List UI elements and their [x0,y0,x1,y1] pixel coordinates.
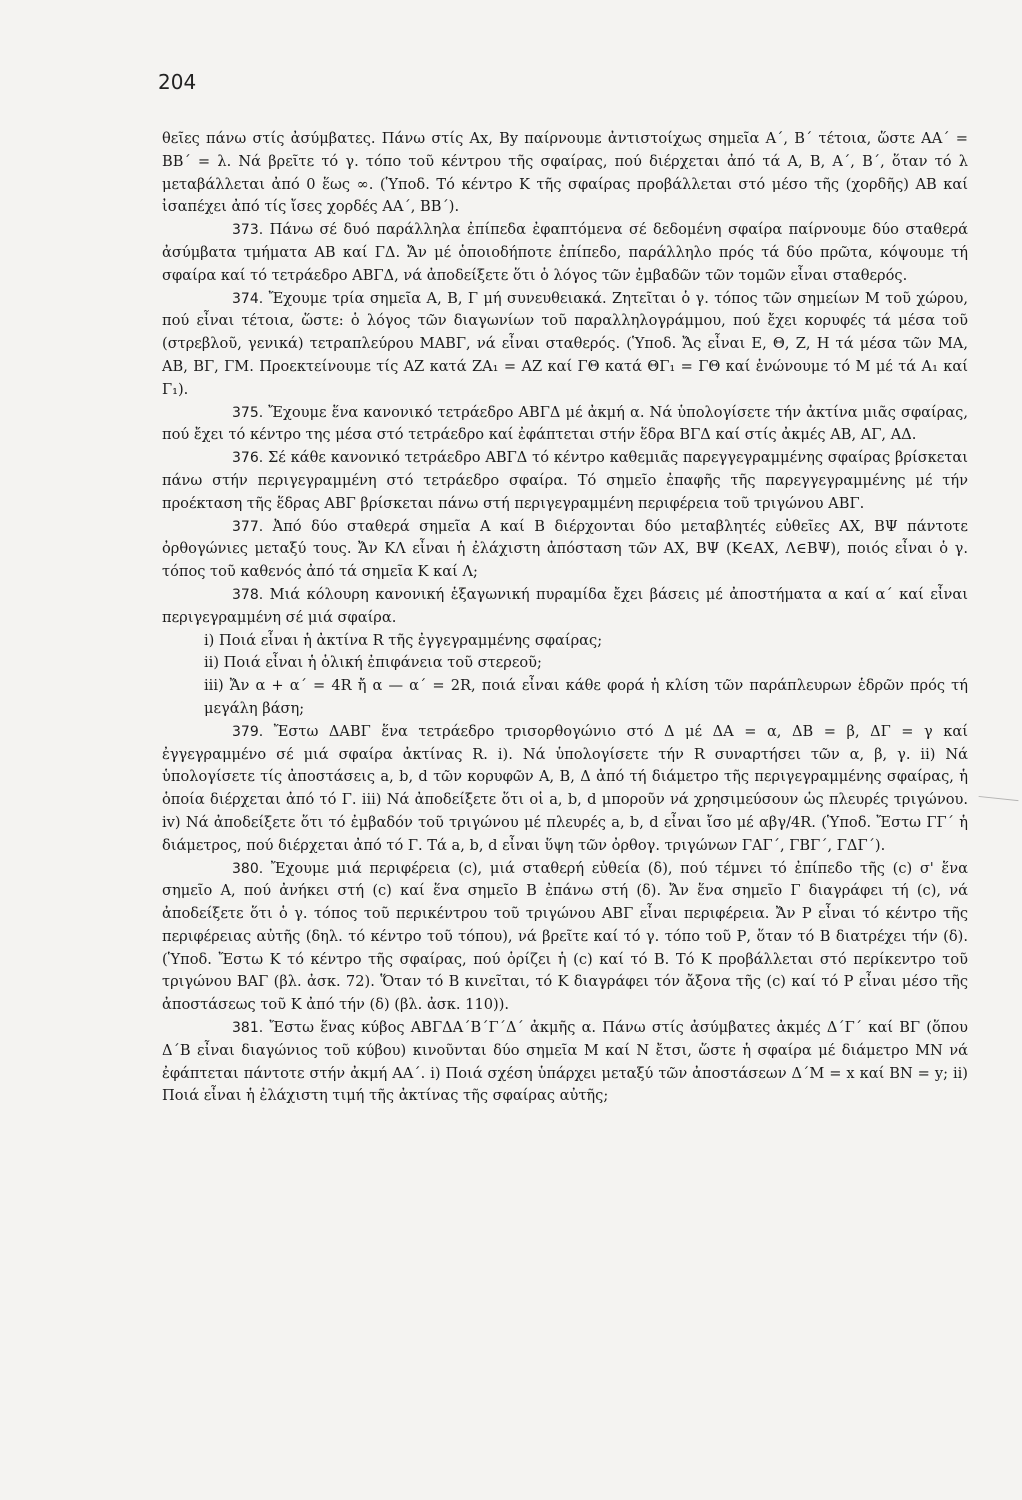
sub-question-text: ii) Ποιά εἶναι ἡ ὁλική ἐπιφάνεια τοῦ στερεοῦ; [204,654,542,672]
exercise-text: Πάνω σέ δυό παράλληλα ἐπίπεδα ἐφαπτόμενα σέ δεδομένη σφαίρα παίρνουμε δύο σταθερά ἀσύμβατα τμήματα ΑΒ καί ΓΔ. Ἄν μέ ὁποιοδήποτε ἐπίπεδο, παράλληλο πρός τά δύο πρῶτα, κόψουμε τή σφαίρα καί τό τετράεδρο ΑΒΓΔ, νά ἀποδείξετε ὅτι ὁ λόγος τῶν ἐμβαδῶν τῶν τομῶν εἶναι σταθερός. [162,221,969,284]
exercise-number: 380. [232,860,264,877]
exercise-380 [162,858,968,1018]
exercise-373 [162,219,968,287]
exercise-text: Ἔστω ΔΑΒΓ ἕνα τετράεδρο τρισορθογώνιο στό Δ μέ ΔΑ = α, ΔΒ = β, ΔΓ = γ καί ἐγγεγραμμένο σέ μιά σφαίρα ἀκτίνας R. i). Νά ὑπολογίσετε τήν R συναρτήσει τῶν α, β, γ. ii) Νά ὑπολογίσετε τίς ἀποστάσεις a, b, d τῶν κορυφῶν Α, Β, Δ ἀπό τή διάμετρο τῆς περιγεγραμμένης σφαίρας, ἡ ὁποία διέρχεται ἀπό τό Γ. iii) Νά ἀποδείξετε ὅτι οἱ a, b, d μποροῦν νά χρησιμεύσουν ὡς πλευρές τριγώνου. iv) Νά ἀποδείξετε ὅτι τό ἐμβαδόν τοῦ τριγώνου μέ πλευρές a, b, d εἶναι ἴσο μέ αβγ/4R. (Ὑποδ. Ἔστω ΓΓ΄ ἡ διάμετρος, πού διέρχεται ἀπό τό Γ. Τά a, b, d εἶναι ὕψη τῶν ὀρθογ. τριγώνων ΓΑΓ΄, ΓΒΓ΄, ΓΔΓ΄). [162,722,969,854]
exercise-text: Μιά κόλουρη κανονική ἑξαγωνική πυραμίδα ἔχει βάσεις μέ ἀποστήματα α καί α΄ καί εἶναι περιγεγραμμένη σέ μιά σφαίρα. [162,585,969,626]
paragraph-text: θεῖες πάνω στίς ἀσύμβατες. Πάνω στίς Ax, By παίρνουμε ἀντιστοίχως σημεῖα Α΄, Β΄ τέτοια, ὥστε ΑΑ΄ = ΒΒ΄ = λ. Νά βρεῖτε τό γ. τόπο τοῦ κέντρου τῆς σφαίρας, πού διέρχεται ἀπό τά Α, Β, Α΄, Β΄, ὅταν τό λ μεταβάλλεται ἀπό 0 ἕως ∞. (Ὑποδ. Τό κέντρο Κ τῆς σφαίρας προβάλλεται στό μέσο τῆς (χορδῆς) ΑΒ καί ἰσαπέχει ἀπό τίς ἴσες χορδές ΑΑ΄, ΒΒ΄). [162,130,968,216]
exercise-375 [162,402,968,448]
exercise-378-part-i [162,630,968,653]
exercise-376 [162,447,968,515]
exercise-text: Ἀπό δύο σταθερά σημεῖα Α καί Β διέρχονται δύο μεταβλητές εὐθεῖες ΑΧ, ΒΨ πάντοτε ὀρθογώνιες μεταξύ τους. Ἄν ΚΛ εἶναι ἡ ἐλάχιστη ἀπόσταση τῶν ΑΧ, ΒΨ (Κ∈ΑΧ, Λ∈ΒΨ), ποιός εἶναι ὁ γ. τόπος τοῦ καθενός ἀπό τά σημεῖα Κ καί Λ; [162,517,968,581]
exercise-377 [162,516,968,584]
exercise-378-part-iii [162,675,968,721]
exercise-378 [162,584,968,630]
exercise-text: Ἔστω ἕνας κύβος ΑΒΓΔΑ΄Β΄Γ΄Δ΄ ἀκμῆς α. Πάνω στίς ἀσύμβατες ἀκμές Δ΄Γ΄ καί ΒΓ (ὅπου Δ΄Β εἶναι διαγώνιος τοῦ κύβου) κινοῦνται δύο σημεῖα Μ καί Ν ἔτσι, ὥστε ἡ σφαίρα μέ διάμετρο ΜΝ νά ἐφάπτεται πάντοτε στήν ἀκμή ΑΑ΄. i) Ποιά σχέση ὑπάρχει μεταξύ τῶν ἀποστάσεων Δ΄Μ = x καί ΒΝ = y; ii) Ποιά εἶναι ἡ ἐλάχιστη τιμή τῆς ἀκτίνας τῆς σφαίρας αὐτῆς; [162,1019,968,1105]
exercise-374 [162,288,968,402]
exercise-number: 381. [232,1020,264,1037]
exercise-number: 379. [232,723,264,740]
exercise-381 [162,1017,968,1108]
exercise-text: Ἔχουμε μιά περιφέρεια (c), μιά σταθερή εὐθεία (δ), πού τέμνει τό ἐπίπεδο τῆς (c) σ' ἕνα σημεῖο Α, πού ἀνήκει στή (c) καί ἕνα σημεῖο Β ἐπάνω στή (δ). Ἄν ἕνα σημεῖο Γ διαγράφει τή (c), νά ἀποδείξετε ὅτι ὁ γ. τόπος τοῦ περικέντρου τοῦ τριγώνου ΑΒΓ εἶναι περιφέρεια. Ἄν Ρ εἶναι τό κέντρο τῆς περιφέρειας αὐτῆς (δηλ. τό κέντρο τοῦ τόπου), νά βρεῖτε καί τό γ. τόπο τοῦ Ρ, ὅταν τό Β διατρέχει τήν (δ). (Ὑποδ. Ἔστω Κ τό κέντρο τῆς σφαίρας, πού ὁρίζει ἡ (c) καί τό Β. Τό Κ προβάλλεται στό περίκεντρο τοῦ τριγώνου ΒΑΓ (βλ. ἀσκ. 72). Ὅταν τό Β κινεῖται, τό Κ διαγράφει τόν ἄξονα τῆς (c) καί τό Ρ εἶναι μέσο τῆς ἀποστάσεως τοῦ Κ ἀπό τήν (δ) (βλ. ἀσκ. 110)). [162,859,968,1014]
exercise-text: Σέ κάθε κανονικό τετράεδρο ΑΒΓΔ τό κέντρο καθεμιᾶς παρεγγεγραμμένης σφαίρας βρίσκεται πάνω στήν περιγεγραμμένη στό τετράεδρο σφαίρα. Τό σημεῖο ἐπαφῆς τῆς παρεγγεγραμμένης μέ τήν προέκταση τῆς ἕδρας ΑΒΓ βρίσκεται πάνω στή περιγεγραμμένη περιφέρεια τοῦ τριγώνου ΑΒΓ. [162,449,969,512]
page-number: 204 [158,70,197,94]
exercise-number: 377. [232,518,264,535]
exercise-text: Ἔχουμε ἕνα κανονικό τετράεδρο ΑΒΓΔ μέ ἀκμή α. Νά ὑπολογίσετε τήν ἀκτίνα μιᾶς σφαίρας, πού ἔχει τό κέντρο της μέσα στό τετράεδρο καί ἐφάπτεται στήν ἕδρα ΒΓΔ καί στίς ἀκμές ΑΒ, ΑΓ, ΑΔ. [162,403,968,444]
exercise-number: 374. [232,290,264,307]
sub-question-text: i) Ποιά εἶναι ἡ ἀκτίνα R τῆς ἐγγεγραμμένης σφαίρας; [204,631,603,649]
exercise-378-part-ii [162,652,968,675]
paragraph-372-continued [162,128,968,219]
exercise-number: 378. [232,586,264,603]
exercise-number: 373. [232,222,264,239]
exercise-number: 376. [232,450,264,467]
exercise-text [162,128,968,1108]
sub-question-text: iii) Ἄν α + α΄ = 4R ἤ α — α΄ = 2R, ποιά εἶναι κάθε φορά ἡ κλίση τῶν παράπλευρων ἑδρῶν πρός τή μεγάλη βάση; [204,677,968,717]
exercise-number: 375. [232,404,264,421]
margin-mark [978,796,1019,811]
exercise-text: Ἔχουμε τρία σημεῖα Α, Β, Γ μή συνευθειακά. Ζητεῖται ὁ γ. τόπος τῶν σημείων Μ τοῦ χώρου, πού εἶναι τέτοια, ὥστε: ὁ λόγος τῶν διαγωνίων τοῦ παραλληλογράμμου, πού ἔχει κορυφές τά μέσα τοῦ (στρεβλοῦ, γενικά) τετραπλεύρου ΜΑΒΓ, νά εἶναι σταθερός. (Ὑποδ. Ἄς εἶναι Ε, Θ, Ζ, Η τά μέσα τῶν ΜΑ, ΑΒ, ΒΓ, ΓΜ. Προεκτείνουμε τίς ΑΖ κατά ΖΑ₁ = ΑΖ καί ΓΘ κατά ΘΓ₁ = ΓΘ καί ἑνώνουμε τό Μ μέ τά Α₁ καί Γ₁). [162,289,968,398]
exercise-379 [162,721,968,858]
